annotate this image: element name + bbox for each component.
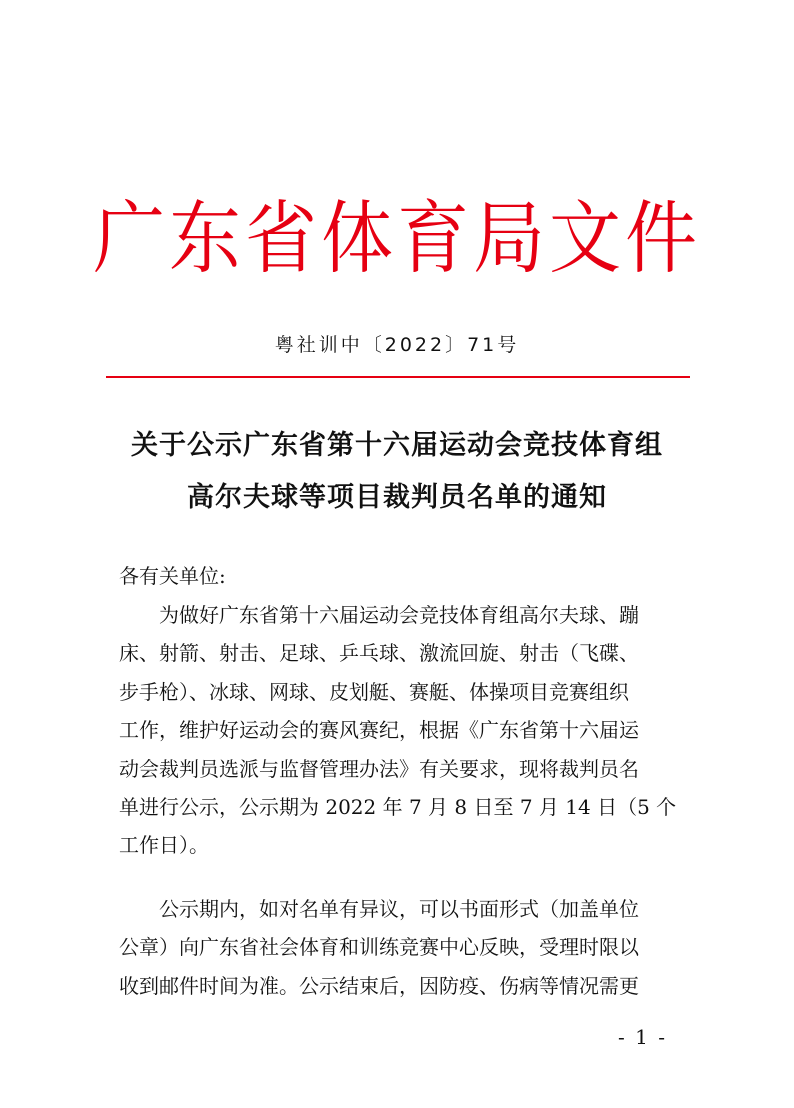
notice-title-line-2: 高尔夫球等项目裁判员名单的通知 bbox=[187, 482, 607, 513]
paragraph-line: 工作日）。 bbox=[119, 833, 209, 858]
notice-title-line-1: 关于公示广东省第十六届运动会竞技体育组 bbox=[131, 430, 663, 461]
paragraph-line: 床、射箭、射击、足球、乒乓球、激流回旋、射击（飞碟、 bbox=[119, 641, 639, 666]
red-divider-line bbox=[106, 376, 690, 378]
paragraph-line: 步手枪）、冰球、网球、皮划艇、赛艇、体操项目竞赛组织 bbox=[119, 679, 629, 704]
salutation: 各有关单位: bbox=[119, 564, 226, 588]
paragraph-line: 收到邮件时间为准。公示结束后，因防疫、伤病等情况需更 bbox=[119, 973, 639, 998]
notice-title bbox=[100, 420, 694, 524]
body-paragraph-1 bbox=[119, 596, 685, 865]
paragraph-line: 公示期内，如对名单有异议，可以书面形式（加盖单位 bbox=[119, 897, 639, 921]
body-paragraph-2 bbox=[119, 890, 685, 1005]
paragraph-line: 工作，维护好运动会的赛风赛纪，根据《广东省第十六届运 bbox=[119, 718, 639, 743]
paragraph-line: 为做好广东省第十六届运动会竞技体育组高尔夫球、蹦 bbox=[119, 603, 639, 627]
paragraph-line: 公章）向广东省社会体育和训练竞赛中心反映，受理时限以 bbox=[119, 935, 639, 960]
page-number: - 1 - bbox=[618, 1025, 667, 1049]
document-number: 粤社训中〔2022〕71号 bbox=[274, 334, 520, 356]
masthead-title: 广东省体育局文件 bbox=[92, 191, 701, 285]
paragraph-line: 动会裁判员选派与监督管理办法》有关要求，现将裁判员名 bbox=[119, 756, 639, 781]
paragraph-line: 单进行公示，公示期为 2022 年 7 月 8 日至 7 月 14 日（5 个 bbox=[119, 795, 677, 820]
